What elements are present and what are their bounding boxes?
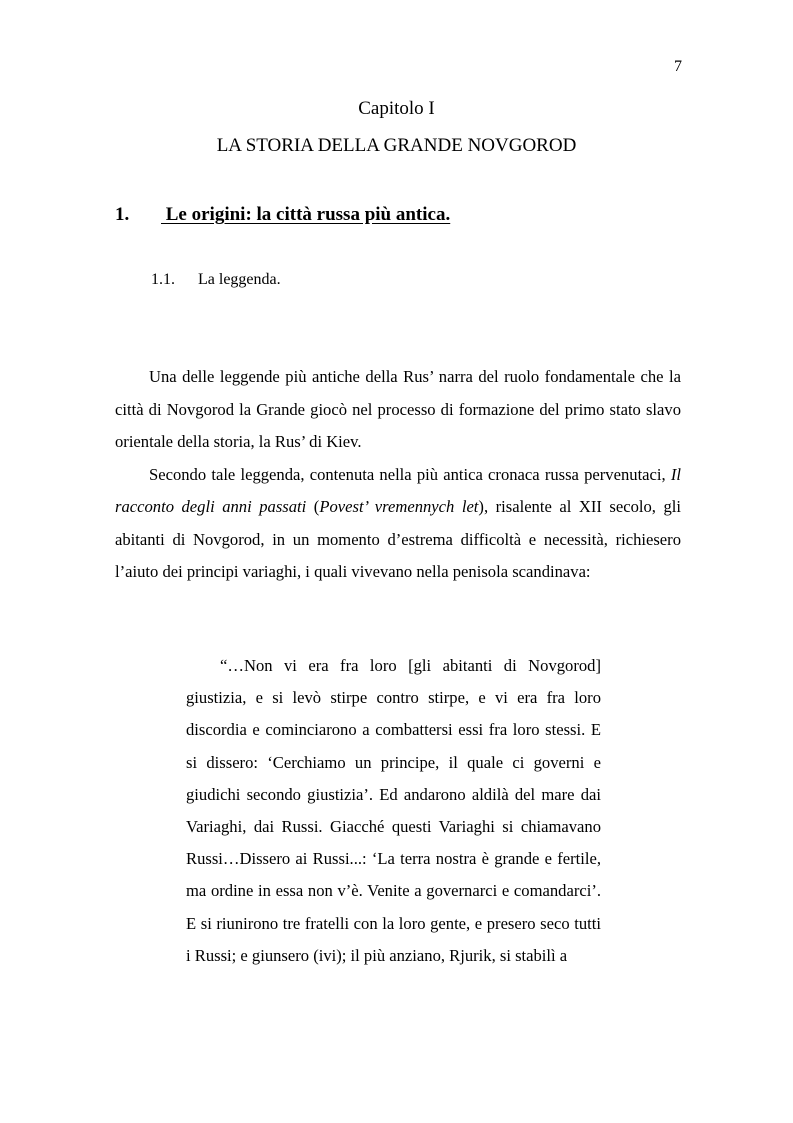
section-title: Le origini: la città russa più antica. [161,204,451,225]
paragraph-2 [115,459,681,589]
work-title-russian: Povest’ vremennych let [319,497,479,516]
body-text [115,361,681,589]
paragraph-1: Una delle leggende più antiche della Rus’ narra del ruolo fondamentale che la città di Novgorod la Grande giocò nel processo di formazione del primo stato slavo orientale della storia, la Rus’ di Kiev. [115,367,681,451]
section-number: 1. [115,204,130,225]
page-number: 7 [674,58,682,75]
paragraph-2-text-a: Secondo tale leggenda, contenuta nella più antica cronaca russa pervenutaci, [149,464,671,484]
block-quote: “…Non vi era fra loro [gli abitanti di Novgorod] giustizia, e si levò stirpe contro stirpe, e vi era fra loro discordia e cominciarono a combattersi essi fra loro stessi. E si dissero: ‘Cerchiamo un principe, il quale ci governi e giudichi secondo giustizia’. Ed andarono aldilà del mare dai Variaghi, dai Russi. Giacché questi Variaghi si chiamavano Russi…Dissero ai Russi...: ‘La terra nostra è grande e fertile, ma ordine in essa non v’è. Venite a governarci e comandarci’. E si riunirono tre fratelli con la loro gente, e presero seco tutti i Russi; e giunsero (ivi); il più anziano, Rjurik, si stabilì a [186,656,601,965]
subsection-number: 1.1. [151,271,175,288]
paragraph-2-text-b: ( [306,497,320,516]
chapter-label: Capitolo I [358,98,435,119]
paragraph-2-text-c: ), risalente al XII secolo, gli abitanti di Novgorod, in un momento d’estrema difficoltà e necessità, richiesero l’aiuto dei principi variaghi, i quali vivevano nella penisola scandinava: [115,497,681,581]
work-title-italian: Il racconto degli anni passati [115,464,681,516]
subsection-title: La leggenda. [198,271,281,288]
chapter-title: LA STORIA DELLA GRANDE NOVGOROD [216,135,577,156]
